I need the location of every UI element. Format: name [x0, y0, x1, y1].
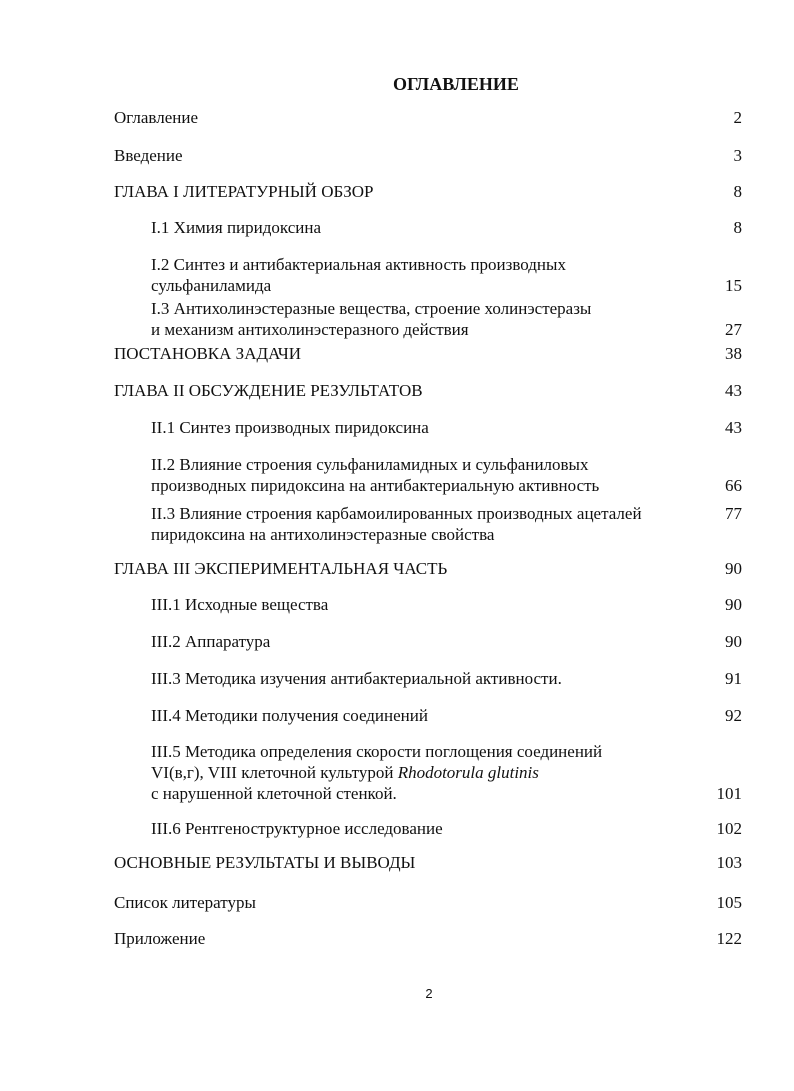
- toc-entry-label-line: производных пиридоксина на антибактериальную активность: [151, 476, 600, 495]
- toc-entry-page: 2: [733, 108, 742, 127]
- toc-entry: [151, 668, 742, 689]
- toc-entry-label: Приложение: [114, 929, 206, 948]
- toc-entry-label: ПОСТАНОВКА ЗАДАЧИ: [114, 344, 302, 363]
- toc-entry: [114, 181, 742, 202]
- toc-entry-label-line: и механизм антихолинэстеразного действия: [151, 320, 469, 339]
- toc-entry-label-line: II.3 Влияние строения карбамоилированных производных ацеталей: [151, 504, 642, 523]
- toc-entry-page: 77: [725, 504, 742, 523]
- toc-entry-page: 90: [725, 595, 742, 614]
- toc-entry-label-line: I.2 Синтез и антибактериальная активность производных: [151, 255, 566, 274]
- toc-entry-label: ГЛАВА I ЛИТЕРАТУРНЫЙ ОБЗОР: [114, 182, 374, 201]
- toc-entry-page: 101: [716, 784, 742, 803]
- toc-entry-page: 122: [716, 929, 742, 948]
- toc-entry-page: 92: [725, 706, 742, 725]
- toc-entry-label: ОСНОВНЫЕ РЕЗУЛЬТАТЫ И ВЫВОДЫ: [114, 853, 416, 872]
- toc-entry: [114, 892, 742, 913]
- species-name: Rhodotorula glutinis: [397, 763, 539, 782]
- toc-entry-label-line: III.5 Методика определения скорости поглощения соединений: [151, 742, 603, 761]
- toc-entry-label: III.1 Исходные вещества: [151, 595, 329, 614]
- toc-entry-label-line: сульфаниламида: [151, 276, 272, 295]
- toc-entry-label: III.3 Методика изучения антибактериальной активности.: [151, 669, 562, 688]
- toc-entry: [151, 254, 742, 296]
- toc-entry-page: 8: [733, 182, 742, 201]
- toc-entry-label-line: I.3 Антихолинэстеразные вещества, строение холинэстеразы: [151, 299, 592, 318]
- toc-entry-page: 3: [733, 146, 742, 165]
- toc-entry-page: 103: [716, 853, 742, 872]
- toc-entry-page: 90: [725, 632, 742, 651]
- toc-entry-label: Список литературы: [114, 893, 256, 912]
- toc-entry-label: [151, 741, 711, 804]
- toc-entry-label-line: с нарушенной клеточной стенкой.: [151, 784, 397, 803]
- toc-entry-label: [151, 454, 711, 496]
- toc-entry-label: ГЛАВА II ОБСУЖДЕНИЕ РЕЗУЛЬТАТОВ: [114, 381, 423, 400]
- toc-entry: [151, 217, 742, 238]
- toc-entry-label: III.6 Рентгеноструктурное исследование: [151, 819, 443, 838]
- toc-entry-label: Введение: [114, 146, 183, 165]
- toc-entry: [151, 741, 742, 804]
- toc-entry-page: 102: [716, 819, 742, 838]
- toc-entry-page: 38: [725, 344, 742, 363]
- toc-entry: [114, 343, 742, 364]
- toc-entry: [114, 145, 742, 166]
- toc-entry-page: 105: [716, 893, 742, 912]
- toc-entry: [151, 503, 742, 545]
- toc-entry: [114, 852, 742, 873]
- toc-entry: [114, 107, 742, 128]
- toc-entry: [151, 454, 742, 496]
- toc-entry-page: 8: [733, 218, 742, 237]
- toc-entry-label: [151, 298, 711, 340]
- page-number: 2: [425, 986, 433, 1001]
- toc-entry: [114, 380, 742, 401]
- toc-entry: [151, 594, 742, 615]
- toc-entry: [151, 818, 742, 839]
- toc-entry-label: Оглавление: [114, 108, 198, 127]
- toc-entry-label: I.1 Химия пиридоксина: [151, 218, 322, 237]
- toc-entry-page: 15: [725, 276, 742, 295]
- toc-entry: [151, 631, 742, 652]
- toc-entry-label: III.4 Методики получения соединений: [151, 706, 428, 725]
- toc-entry: [114, 558, 742, 579]
- toc-entry-page: 66: [725, 476, 742, 495]
- toc-entry-page: 90: [725, 559, 742, 578]
- toc-entry-label: III.2 Аппаратура: [151, 632, 271, 651]
- toc-entry-page: 43: [725, 381, 742, 400]
- toc-entry-page: 91: [725, 669, 742, 688]
- toc-entry-label: [151, 254, 711, 296]
- toc-entry-label: II.1 Синтез производных пиридоксина: [151, 418, 429, 437]
- toc-entry: [151, 705, 742, 726]
- toc-entry-page: 43: [725, 418, 742, 437]
- toc-entry-label: [151, 503, 711, 545]
- toc-entry-page: 27: [725, 320, 742, 339]
- page-title: ОГЛАВЛЕНИЕ: [393, 74, 519, 94]
- toc-entry: [151, 417, 742, 438]
- toc-entry: [114, 928, 742, 949]
- toc-entry-label: ГЛАВА III ЭКСПЕРИМЕНТАЛЬНАЯ ЧАСТЬ: [114, 559, 448, 578]
- toc-entry-label-line: II.2 Влияние строения сульфаниламидных и сульфаниловых: [151, 455, 589, 474]
- toc-entry-label-line: VI(в,г), VIII клеточной культурой: [151, 763, 398, 782]
- toc-entry-label-line: пиридоксина на антихолинэстеразные свойства: [151, 525, 495, 544]
- toc-entry: [151, 298, 742, 340]
